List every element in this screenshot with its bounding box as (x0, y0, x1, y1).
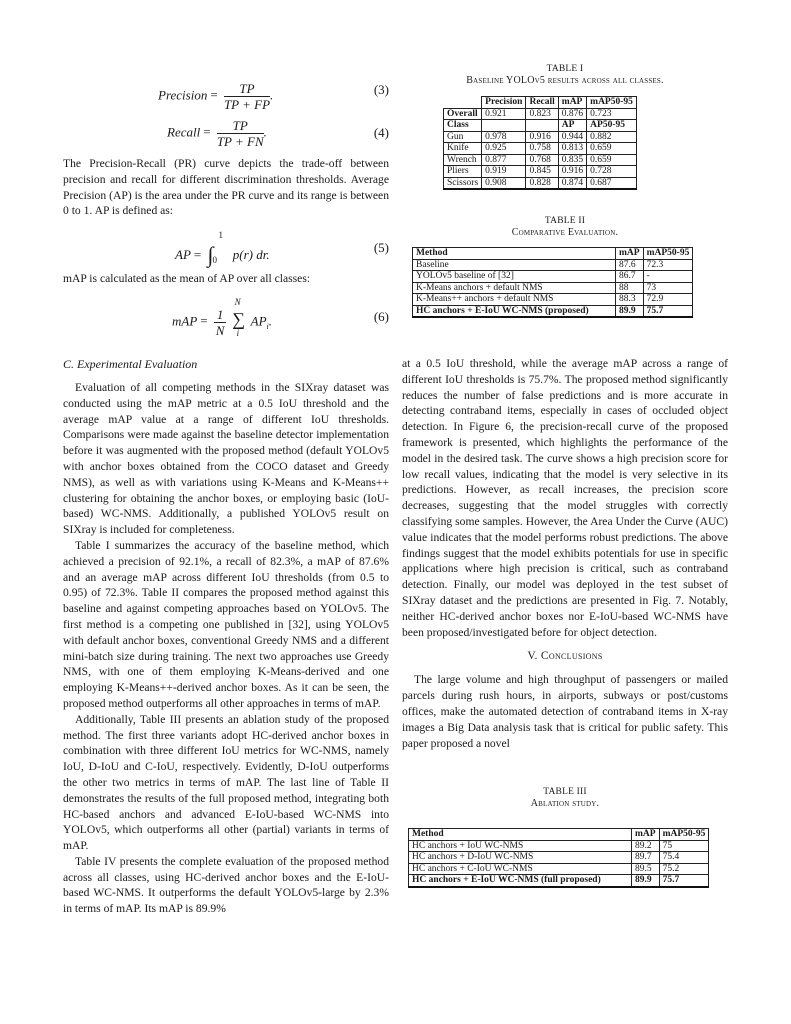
table-cell: 0.723 (587, 108, 637, 120)
eq6-body: AP (250, 313, 267, 329)
table3-header-row (409, 829, 709, 841)
table-cell: 89.9 (616, 305, 644, 317)
table-cell: Scissors (444, 177, 482, 189)
table-cell: 75.2 (659, 863, 709, 875)
table-cell: Overall (444, 108, 482, 120)
right-column (402, 64, 728, 888)
eq6-upper: N (234, 297, 241, 308)
table1-caption (402, 64, 728, 86)
pr-curve-paragraph: The Precision-Recall (PR) curve depicts the trade-off between precision and recall for different discrimination thresholds. Average Precision (AP) is the area under the PR curve and its range is between 0 to 1. AP is defined as: (63, 157, 389, 218)
table-cell: 75.7 (659, 875, 709, 887)
table-header-cell: mAP50-95 (659, 829, 709, 841)
eq6-sub: i (266, 322, 269, 332)
table-cell: AP50-95 (587, 120, 637, 132)
table-row (444, 177, 637, 189)
table1-title: Baseline YOLOv5 results across all classes. (466, 75, 664, 86)
table-row-full-proposed (409, 875, 709, 887)
table-cell: 87.6 (616, 259, 644, 271)
equation-map: mAP = $\frac{1}{N}$ N ∑ i $AP_i$. (6) (172, 297, 389, 339)
paragraph-evaluation: Evaluation of all competing methods in the SIXray dataset was conducted using the mAP metric at a 0.5 IoU threshold and the average mAP value at a range of different IoU thresholds. Comparisons were made against the baseline detector implementation before it was augmented with the proposed method (default YOLOv5 with anchor boxes obtained from the COCO dataset and Greedy NMS), as well as with variations using K-Means and K-Means++ clustering for obtaining the anchor boxes, or employing basic (IoU-based) WC-NMS. Additionally, a published YOLOv5 result on SIXray is included for completeness. (63, 380, 389, 537)
table-cell: 0.978 (482, 131, 526, 143)
table2-header-row (413, 248, 693, 260)
eq6-sum: ∑ (232, 309, 246, 330)
table-cell: 86.7 (616, 271, 644, 283)
table-header-cell: mAP (558, 97, 586, 109)
table-cell: Wrench (444, 154, 482, 166)
table-cell: 0.925 (482, 143, 526, 155)
table-row (409, 863, 709, 875)
equation-ap: AP = ∫ 1 0 p(r) dr. (5) (175, 230, 389, 268)
eq6-numerator: 1 (214, 307, 227, 323)
table-row (413, 282, 693, 294)
table-cell: 0.916 (558, 166, 586, 178)
eq4-lhs: Recall (167, 124, 201, 140)
table-header-cell: Recall (526, 97, 558, 109)
table-cell: 89.7 (632, 852, 660, 864)
table-cell: 0.845 (526, 166, 558, 178)
eq6-number: (6) (373, 308, 389, 324)
table-cell: 0.944 (558, 131, 586, 143)
table-row-proposed (413, 305, 693, 317)
table-cell: HC anchors + E-IoU WC-NMS (proposed) (413, 305, 616, 317)
table-cell: 89.9 (632, 875, 660, 887)
table-row (413, 294, 693, 306)
table-cell: HC anchors + C-IoU WC-NMS (409, 863, 632, 875)
table1-class-header-row (444, 120, 637, 132)
table-cell: 0.921 (482, 108, 526, 120)
table-cell: 0.882 (587, 131, 637, 143)
table-cell: Gun (444, 131, 482, 143)
eq4-number: (4) (373, 125, 389, 140)
table-cell: Baseline (413, 259, 616, 271)
table2-number: TABLE II (544, 216, 586, 226)
table-cell: Pliers (444, 166, 482, 178)
table-cell: 88 (616, 282, 644, 294)
table-cell: Knife (444, 143, 482, 155)
eq3-numerator: TP (224, 81, 270, 97)
eq3-fraction (224, 81, 270, 112)
table-header-cell: Precision (482, 97, 526, 109)
eq5-body: p(r) dr. (232, 247, 270, 263)
paragraph-table4: Table IV presents the complete evaluation of the proposed method across all classes, using HC-derived anchor boxes and the E-IoU-based WC-NMS. It outperforms the default YOLOv5-large by 2.3% in terms of mAP. Its mAP is 89.9% (63, 854, 389, 916)
table-header-cell: mAP (632, 829, 660, 841)
table-cell: 0.813 (558, 143, 586, 155)
table-cell: K-Means++ anchors + default NMS (413, 294, 616, 306)
table-cell: HC anchors + E-IoU WC-NMS (full proposed) (409, 875, 632, 887)
table-row (444, 166, 637, 178)
table3 (408, 828, 709, 888)
table-cell: 0.916 (526, 131, 558, 143)
table2-title: Comparative Evaluation. (511, 227, 619, 238)
table-cell: 72.3 (643, 259, 693, 271)
table-cell: 75.4 (659, 852, 709, 864)
eq5-upper: 1 (218, 230, 223, 241)
section-heading-conclusions (402, 650, 728, 662)
table-cell: Class (444, 120, 482, 132)
equation-precision: Precision = $\frac{TP}{TP + FP}$ . (3) (158, 81, 389, 112)
table-cell: 75 (659, 840, 709, 852)
eq4-denominator: TP + FN (216, 134, 264, 149)
eq6-lower: i (236, 328, 240, 339)
subsection-heading: C. Experimental Evaluation (63, 356, 198, 371)
eq3-denominator: TP + FP (223, 97, 271, 112)
eq6-denominator: N (215, 322, 225, 338)
table-cell: 0.758 (526, 143, 558, 155)
table3-number: TABLE III (543, 787, 587, 798)
table-header-cell: mAP (616, 248, 644, 260)
table-cell: 0.687 (587, 177, 637, 189)
eq4-fraction (217, 118, 264, 149)
equation-recall: Recall = $\frac{TP}{TP + FN}$ . (4) (167, 118, 389, 149)
table-cell: 0.908 (482, 177, 526, 189)
table-cell: 0.728 (587, 166, 637, 178)
table-cell: 0.659 (587, 143, 637, 155)
paragraph-table1-summary: Table I summarizes the accuracy of the baseline method, which achieved a precision of 92.1%, a recall of 82.3%, a mAP of 87.6% and an average mAP across different IoU thresholds (from 0.5 to 0.95) of 72.3%. Table II compares the proposed method against this baseline and against competing approaches based on YOLOv5. The first method is a competing one published in [32], using YOLOv5 with default anchor boxes, conventional Greedy NMS and a different mini-batch size during training. The next two approaches use Greedy NMS, with one of them employing K-Means-derived and one employing K-Means++-derived anchor boxes. As it can be seen, the proposed method outperforms all other approaches in terms of mAP. (63, 538, 389, 710)
table1-header-row (444, 97, 637, 109)
eq5-lower: 0 (212, 255, 217, 266)
eq6-tail: . (268, 313, 273, 329)
table3-title: Ablation study. (530, 798, 600, 810)
eq4-numerator: TP (217, 118, 264, 134)
section-title: Conclusions (540, 650, 603, 663)
table-cell: 0.823 (526, 108, 558, 120)
table-row (409, 840, 709, 852)
table-row (444, 131, 637, 143)
paragraph-results-continued: at a 0.5 IoU threshold, while the average mAP across a range of different IoU thresholds is 75.7%. The proposed method significantly reduces the number of false predictions and is more accurate in detecting contraband items, especially in cases of occluded object detection. In Figure 6, the precision-recall curve of the proposed framework is presented, which highlights the performance of the model in the desired task. The curve shows a high precision score for low recall values, indicating that the model is very selective in its predictions. However, as recall increases, the precision score decreases, suggesting that the model struggles with correctly classifying some samples. However, the Area Under the Curve (AUC) value indicates that the model performs robust predictions. The above findings suggest that the model exhibits potentials for use in specific applications where high precision is critical, such as contraband detection. Finally, our model was deployed in the test subset of SIXray dataset and the predictions are presented in Fig. 7. Notably, neither HC-derived anchor boxes nor E-IoU-based WC-NMS have been proposed/investigated before for object detection. (402, 357, 728, 639)
eq3-lhs: Precision (158, 87, 208, 103)
table-cell: 0.877 (482, 154, 526, 166)
table-header-cell: Method (413, 248, 616, 260)
table2-caption (402, 216, 728, 238)
eq3-number: (3) (373, 82, 389, 97)
table-cell (526, 120, 558, 132)
table-cell: 89.5 (632, 863, 660, 875)
table-row (413, 259, 693, 271)
table-cell: HC anchors + D-IoU WC-NMS (409, 852, 632, 864)
map-sentence: mAP is calculated as the mean of AP over all classes: (63, 272, 311, 286)
table-cell: 0.828 (526, 177, 558, 189)
eq4-tail: . (263, 124, 267, 140)
section-number: V. (527, 650, 538, 663)
table-cell: 0.835 (558, 154, 586, 166)
table2 (412, 247, 693, 318)
eq5-number: (5) (373, 240, 389, 256)
table1-overall-row (444, 108, 637, 120)
table-cell: AP (558, 120, 586, 132)
paragraph-ablation: Additionally, Table III presents an ablation study of the proposed method. The first three variants adopt HC-derived anchor boxes in combination with three different IoU metrics for WC-NMS, namely IoU, D-IoU and C-IoU, respectively. Evidently, D-IoU outperforms the other two metrics in terms of mAP. The last line of Table II demonstrates the results of the full proposed method, integrating both HC-based anchors and advanced E-IoU-based WC-NMS into YOLOv5, which outperforms all other (partial) variants in terms of mAP. (63, 712, 389, 853)
table1 (443, 96, 637, 190)
table-header-cell: mAP50-95 (587, 97, 637, 109)
table-cell (482, 120, 526, 132)
table-cell (444, 97, 482, 109)
table-cell: K-Means anchors + default NMS (413, 282, 616, 294)
table-cell: 72.9 (643, 294, 693, 306)
eq5-integral: ∫ (207, 242, 214, 268)
table-cell: 0.876 (558, 108, 586, 120)
table-row (444, 154, 637, 166)
table-cell: 75.7 (643, 305, 693, 317)
eq3-tail: . (270, 87, 274, 103)
table-cell: YOLOv5 baseline of [32] (413, 271, 616, 283)
table-cell: 0.768 (526, 154, 558, 166)
table-header-cell: mAP50-95 (643, 248, 693, 260)
eq5-lhs: AP (175, 247, 191, 263)
table-cell: - (643, 271, 693, 283)
table-cell: 73 (643, 282, 693, 294)
table-row (444, 143, 637, 155)
table-cell: HC anchors + IoU WC-NMS (409, 840, 632, 852)
table-cell: 0.659 (587, 154, 637, 166)
table-cell: 0.919 (482, 166, 526, 178)
eq6-fraction (214, 307, 227, 338)
table1-number: TABLE I (546, 64, 584, 74)
eq6-lhs: mAP (172, 313, 198, 329)
table-cell: 88.3 (616, 294, 644, 306)
paragraph-conclusions: The large volume and high throughput of passengers or mailed parcels during rush hours, in airports, subways or post/customs offices, make the automated detection of contraband items in X-ray images a Big Data analysis task that is critical for public safety. This paper proposed a novel (402, 673, 728, 750)
table-cell: 89.2 (632, 840, 660, 852)
table-row (413, 271, 693, 283)
table-row (409, 852, 709, 864)
table-cell: 0.874 (558, 177, 586, 189)
table3-caption (402, 787, 728, 809)
table-header-cell: Method (409, 829, 632, 841)
left-column (63, 70, 389, 917)
